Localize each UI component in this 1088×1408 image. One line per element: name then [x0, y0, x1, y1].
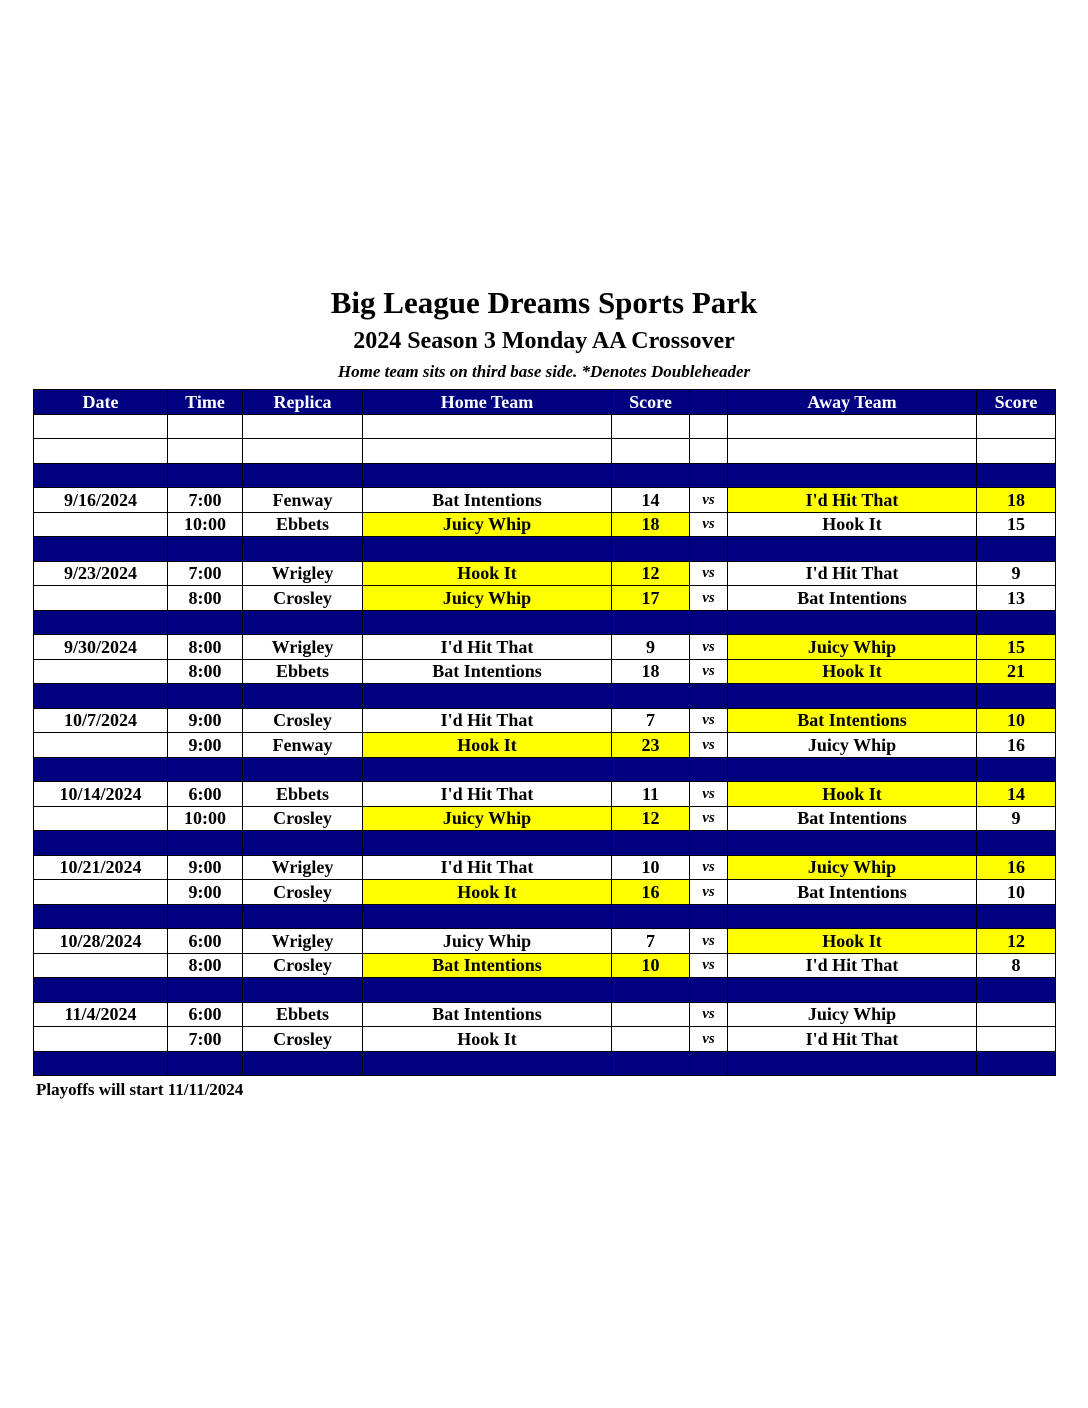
away-team-cell: Juicy Whip [728, 733, 977, 758]
home-team-cell: Juicy Whip [363, 929, 612, 954]
away-score-cell [977, 537, 1056, 562]
date-cell [34, 439, 168, 464]
home-score-cell: 10 [612, 953, 690, 978]
vs-cell: vs [690, 488, 728, 513]
time-cell: 6:00 [168, 1002, 243, 1027]
replica-cell: Wrigley [243, 635, 363, 660]
table-row [34, 953, 1056, 978]
away-team-cell [728, 978, 977, 1003]
date-cell: 10/28/2024 [34, 929, 168, 954]
vs-cell [690, 414, 728, 439]
replica-cell [243, 904, 363, 929]
away-team-cell [728, 684, 977, 709]
vs-cell [690, 684, 728, 709]
table-row [34, 512, 1056, 537]
time-cell [168, 610, 243, 635]
date-cell [34, 414, 168, 439]
home-score-cell [612, 610, 690, 635]
date-cell [34, 659, 168, 684]
table-row [34, 659, 1056, 684]
table-row [34, 1002, 1056, 1027]
away-team-cell: Hook It [728, 512, 977, 537]
schedule-table [33, 389, 1056, 1076]
home-team-cell [363, 537, 612, 562]
date-cell [34, 512, 168, 537]
date-cell: 9/30/2024 [34, 635, 168, 660]
away-score-cell: 16 [977, 855, 1056, 880]
vs-cell: vs [690, 953, 728, 978]
replica-cell: Crosley [243, 880, 363, 905]
date-cell [34, 684, 168, 709]
vs-cell: vs [690, 586, 728, 611]
separator-row [34, 831, 1056, 856]
away-team-cell: Bat Intentions [728, 586, 977, 611]
time-cell: 7:00 [168, 1027, 243, 1052]
away-score-cell: 8 [977, 953, 1056, 978]
time-cell: 8:00 [168, 659, 243, 684]
home-team-cell [363, 414, 612, 439]
replica-cell [243, 757, 363, 782]
home-team-cell: I'd Hit That [363, 635, 612, 660]
replica-cell: Wrigley [243, 561, 363, 586]
away-score-cell [977, 684, 1056, 709]
date-cell [34, 1027, 168, 1052]
replica-cell: Crosley [243, 586, 363, 611]
away-team-cell [728, 904, 977, 929]
time-cell: 8:00 [168, 586, 243, 611]
home-team-cell [363, 439, 612, 464]
time-cell [168, 757, 243, 782]
home-score-cell: 12 [612, 561, 690, 586]
home-score-cell [612, 757, 690, 782]
time-cell [168, 684, 243, 709]
replica-cell [243, 463, 363, 488]
home-score-cell [612, 537, 690, 562]
home-team-cell: I'd Hit That [363, 855, 612, 880]
playoffs-note: Playoffs will start 11/11/2024 [36, 1080, 244, 1099]
away-team-cell: I'd Hit That [728, 561, 977, 586]
table-row [34, 488, 1056, 513]
time-cell: 10:00 [168, 512, 243, 537]
home-score-cell: 7 [612, 929, 690, 954]
separator-row [34, 610, 1056, 635]
home-team-cell: Hook It [363, 1027, 612, 1052]
home-team-cell [363, 684, 612, 709]
away-score-cell [977, 978, 1056, 1003]
date-cell [34, 733, 168, 758]
away-team-cell [728, 537, 977, 562]
date-cell: 9/16/2024 [34, 488, 168, 513]
date-cell [34, 806, 168, 831]
home-score-cell: 9 [612, 635, 690, 660]
date-cell: 11/4/2024 [34, 1002, 168, 1027]
column-header-date: Date [34, 390, 168, 415]
home-team-cell: Juicy Whip [363, 586, 612, 611]
home-team-cell: Bat Intentions [363, 659, 612, 684]
time-cell: 8:00 [168, 635, 243, 660]
separator-row [34, 978, 1056, 1003]
time-cell: 9:00 [168, 733, 243, 758]
column-header-away-team: Away Team [728, 390, 977, 415]
vs-cell: vs [690, 1027, 728, 1052]
separator-row [34, 537, 1056, 562]
page-subtitle: 2024 Season 3 Monday AA Crossover [353, 328, 735, 354]
away-score-cell [977, 1002, 1056, 1027]
vs-cell: vs [690, 512, 728, 537]
replica-cell: Crosley [243, 806, 363, 831]
home-score-cell: 18 [612, 512, 690, 537]
time-cell: 9:00 [168, 880, 243, 905]
time-cell: 7:00 [168, 488, 243, 513]
date-cell [34, 831, 168, 856]
replica-cell [243, 978, 363, 1003]
replica-cell: Crosley [243, 708, 363, 733]
away-team-cell: Hook It [728, 929, 977, 954]
date-cell [34, 610, 168, 635]
home-score-cell: 14 [612, 488, 690, 513]
time-cell: 9:00 [168, 708, 243, 733]
column-header-vs [690, 390, 728, 415]
home-team-cell [363, 904, 612, 929]
vs-cell: vs [690, 1002, 728, 1027]
date-cell [34, 757, 168, 782]
away-team-cell [728, 757, 977, 782]
date-cell [34, 1051, 168, 1076]
vs-cell: vs [690, 880, 728, 905]
time-cell: 6:00 [168, 929, 243, 954]
away-team-cell: Juicy Whip [728, 1002, 977, 1027]
away-team-cell: Juicy Whip [728, 635, 977, 660]
table-row [34, 635, 1056, 660]
time-cell [168, 831, 243, 856]
separator-row [34, 463, 1056, 488]
time-cell [168, 904, 243, 929]
home-score-cell: 18 [612, 659, 690, 684]
away-score-cell: 9 [977, 561, 1056, 586]
away-team-cell [728, 1051, 977, 1076]
date-cell: 10/7/2024 [34, 708, 168, 733]
vs-cell [690, 1051, 728, 1076]
replica-cell [243, 684, 363, 709]
home-team-cell: Hook It [363, 733, 612, 758]
replica-cell [243, 414, 363, 439]
vs-cell: vs [690, 782, 728, 807]
home-score-cell [612, 831, 690, 856]
vs-cell: vs [690, 855, 728, 880]
time-cell [168, 463, 243, 488]
away-team-cell [728, 439, 977, 464]
away-score-cell [977, 757, 1056, 782]
home-score-cell [612, 1027, 690, 1052]
time-cell: 7:00 [168, 561, 243, 586]
vs-cell: vs [690, 635, 728, 660]
time-cell: 8:00 [168, 953, 243, 978]
column-header-replica: Replica [243, 390, 363, 415]
table-row [34, 880, 1056, 905]
home-score-cell [612, 904, 690, 929]
away-score-cell: 15 [977, 512, 1056, 537]
away-score-cell: 15 [977, 635, 1056, 660]
replica-cell: Ebbets [243, 1002, 363, 1027]
home-score-cell [612, 1051, 690, 1076]
column-header-home-team: Home Team [363, 390, 612, 415]
home-score-cell: 12 [612, 806, 690, 831]
vs-cell [690, 978, 728, 1003]
table-row [34, 929, 1056, 954]
home-team-cell: Juicy Whip [363, 806, 612, 831]
time-cell [168, 537, 243, 562]
away-score-cell: 12 [977, 929, 1056, 954]
vs-cell: vs [690, 708, 728, 733]
time-cell: 6:00 [168, 782, 243, 807]
date-cell [34, 537, 168, 562]
replica-cell: Fenway [243, 488, 363, 513]
home-score-cell [612, 463, 690, 488]
away-team-cell [728, 610, 977, 635]
away-score-cell [977, 463, 1056, 488]
vs-cell: vs [690, 806, 728, 831]
separator-row [34, 684, 1056, 709]
replica-cell: Ebbets [243, 512, 363, 537]
vs-cell: vs [690, 659, 728, 684]
date-cell [34, 463, 168, 488]
column-header-away-score: Score [977, 390, 1056, 415]
date-cell [34, 978, 168, 1003]
vs-cell [690, 610, 728, 635]
separator-row [34, 1051, 1056, 1076]
away-team-cell: Bat Intentions [728, 806, 977, 831]
away-score-cell [977, 904, 1056, 929]
away-team-cell: Bat Intentions [728, 708, 977, 733]
replica-cell: Wrigley [243, 855, 363, 880]
home-score-cell [612, 978, 690, 1003]
replica-cell [243, 537, 363, 562]
home-team-cell [363, 610, 612, 635]
time-cell: 9:00 [168, 855, 243, 880]
date-cell: 10/21/2024 [34, 855, 168, 880]
header-row [34, 390, 1056, 415]
away-score-cell: 16 [977, 733, 1056, 758]
vs-cell: vs [690, 733, 728, 758]
replica-cell: Fenway [243, 733, 363, 758]
home-score-cell [612, 439, 690, 464]
vs-cell: vs [690, 929, 728, 954]
vs-cell [690, 904, 728, 929]
home-score-cell: 16 [612, 880, 690, 905]
home-score-cell [612, 1002, 690, 1027]
away-team-cell: I'd Hit That [728, 488, 977, 513]
table-row [34, 1027, 1056, 1052]
away-team-cell [728, 463, 977, 488]
home-team-cell: Bat Intentions [363, 488, 612, 513]
page-title: Big League Dreams Sports Park [330, 285, 758, 320]
replica-cell: Crosley [243, 1027, 363, 1052]
home-team-cell: I'd Hit That [363, 708, 612, 733]
home-team-cell [363, 757, 612, 782]
home-team-cell: I'd Hit That [363, 782, 612, 807]
away-team-cell: Juicy Whip [728, 855, 977, 880]
away-team-cell: I'd Hit That [728, 1027, 977, 1052]
replica-cell: Crosley [243, 953, 363, 978]
replica-cell [243, 831, 363, 856]
home-score-cell: 7 [612, 708, 690, 733]
home-team-cell [363, 1051, 612, 1076]
home-score-cell: 17 [612, 586, 690, 611]
replica-cell: Ebbets [243, 659, 363, 684]
vs-cell [690, 831, 728, 856]
date-cell [34, 953, 168, 978]
home-team-cell: Bat Intentions [363, 953, 612, 978]
away-score-cell: 14 [977, 782, 1056, 807]
home-score-cell [612, 684, 690, 709]
away-score-cell: 9 [977, 806, 1056, 831]
time-cell [168, 414, 243, 439]
table-row [34, 855, 1056, 880]
home-score-cell: 11 [612, 782, 690, 807]
column-header-time: Time [168, 390, 243, 415]
date-cell: 9/23/2024 [34, 561, 168, 586]
table-row [34, 782, 1056, 807]
away-score-cell: 18 [977, 488, 1056, 513]
home-team-cell [363, 978, 612, 1003]
replica-cell: Ebbets [243, 782, 363, 807]
away-team-cell: I'd Hit That [728, 953, 977, 978]
table-row [34, 586, 1056, 611]
date-cell: 10/14/2024 [34, 782, 168, 807]
schedule-body [34, 414, 1056, 1076]
home-team-note: Home team sits on third base side. *Denotes Doubleheader [337, 362, 751, 381]
away-score-cell: 21 [977, 659, 1056, 684]
replica-cell [243, 439, 363, 464]
away-score-cell [977, 439, 1056, 464]
vs-cell: vs [690, 561, 728, 586]
replica-cell [243, 610, 363, 635]
vs-cell [690, 463, 728, 488]
time-cell [168, 439, 243, 464]
table-row [34, 708, 1056, 733]
date-cell [34, 880, 168, 905]
time-cell [168, 1051, 243, 1076]
blank-row [34, 439, 1056, 464]
away-score-cell [977, 1051, 1056, 1076]
away-score-cell: 10 [977, 880, 1056, 905]
time-cell [168, 978, 243, 1003]
date-cell [34, 904, 168, 929]
vs-cell [690, 757, 728, 782]
away-score-cell [977, 610, 1056, 635]
date-cell [34, 586, 168, 611]
away-team-cell: Hook It [728, 782, 977, 807]
home-score-cell: 23 [612, 733, 690, 758]
home-team-cell: Bat Intentions [363, 1002, 612, 1027]
away-score-cell [977, 414, 1056, 439]
away-team-cell: Hook It [728, 659, 977, 684]
separator-row [34, 757, 1056, 782]
time-cell: 10:00 [168, 806, 243, 831]
away-team-cell: Bat Intentions [728, 880, 977, 905]
home-score-cell [612, 414, 690, 439]
home-team-cell: Hook It [363, 880, 612, 905]
home-team-cell: Hook It [363, 561, 612, 586]
separator-row [34, 904, 1056, 929]
table-row [34, 561, 1056, 586]
vs-cell [690, 439, 728, 464]
replica-cell [243, 1051, 363, 1076]
table-row [34, 806, 1056, 831]
blank-row [34, 414, 1056, 439]
away-team-cell [728, 831, 977, 856]
away-team-cell [728, 414, 977, 439]
home-team-cell: Juicy Whip [363, 512, 612, 537]
away-score-cell [977, 831, 1056, 856]
away-score-cell: 13 [977, 586, 1056, 611]
vs-cell [690, 537, 728, 562]
replica-cell: Wrigley [243, 929, 363, 954]
away-score-cell: 10 [977, 708, 1056, 733]
table-row [34, 733, 1056, 758]
home-team-cell [363, 463, 612, 488]
column-header-home-score: Score [612, 390, 690, 415]
home-score-cell: 10 [612, 855, 690, 880]
away-score-cell [977, 1027, 1056, 1052]
home-team-cell [363, 831, 612, 856]
